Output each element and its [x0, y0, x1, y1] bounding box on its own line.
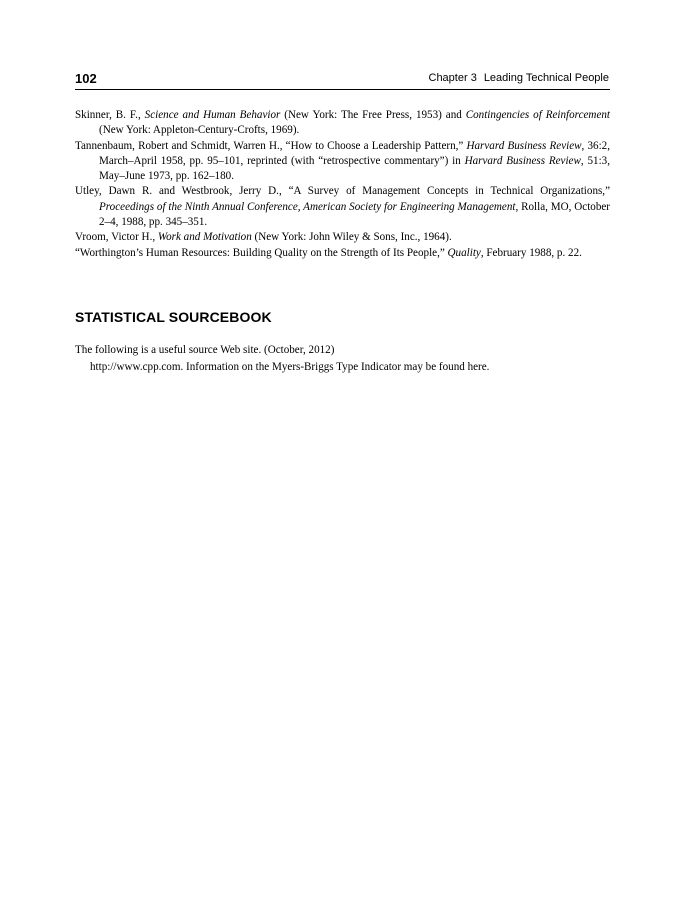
page-header	[75, 71, 609, 89]
chapter-label: Chapter 3	[428, 72, 477, 84]
section-intro: The following is a useful source Web site. (October, 2012)	[75, 344, 335, 356]
chapter-title: Leading Technical People	[483, 72, 609, 84]
reference-skinner: Skinner, B. F., Science and Human Behavior (New York: The Free Press, 1953) and Contingencies of Reinforcement (New York: Appleton-Century-Crofts, 1969).	[75, 109, 610, 137]
section-body	[75, 342, 610, 376]
reference-vroom: Vroom, Victor H., Work and Motivation (New York: John Wiley & Sons, Inc., 1964).	[75, 231, 452, 244]
reference-utley: Utley, Dawn R. and Westbrook, Jerry D., “A Survey of Management Concepts in Technical Organizations,” Proceedings of the Ninth Annual Conference, American Society for Engineering Management, Rolla, MO, October 2–4, 1988, pp. 345–351.	[75, 185, 611, 229]
reference-tannenbaum: Tannenbaum, Robert and Schmidt, Warren H., “How to Choose a Leadership Pattern,” Harvard Business Review, 36:2, March–April 1958, pp. 95–101, reprinted (with “retrospective commentary”) in Harvard Business Review, 51:3, May–June 1973, pp. 162–180.	[75, 139, 610, 183]
reference-worthington: “Worthington’s Human Resources: Building Quality on the Strength of Its People,” Quality, February 1988, p. 22.	[75, 246, 582, 259]
header-rule	[75, 89, 610, 90]
source-entry: http://www.cpp.com. Information on the Myers-Briggs Type Indicator may be found here.	[90, 361, 490, 373]
running-head	[429, 72, 610, 84]
section-heading: STATISTICAL SOURCEBOOK	[75, 309, 272, 325]
page-number: 102	[75, 71, 97, 86]
reference-list	[75, 108, 610, 261]
